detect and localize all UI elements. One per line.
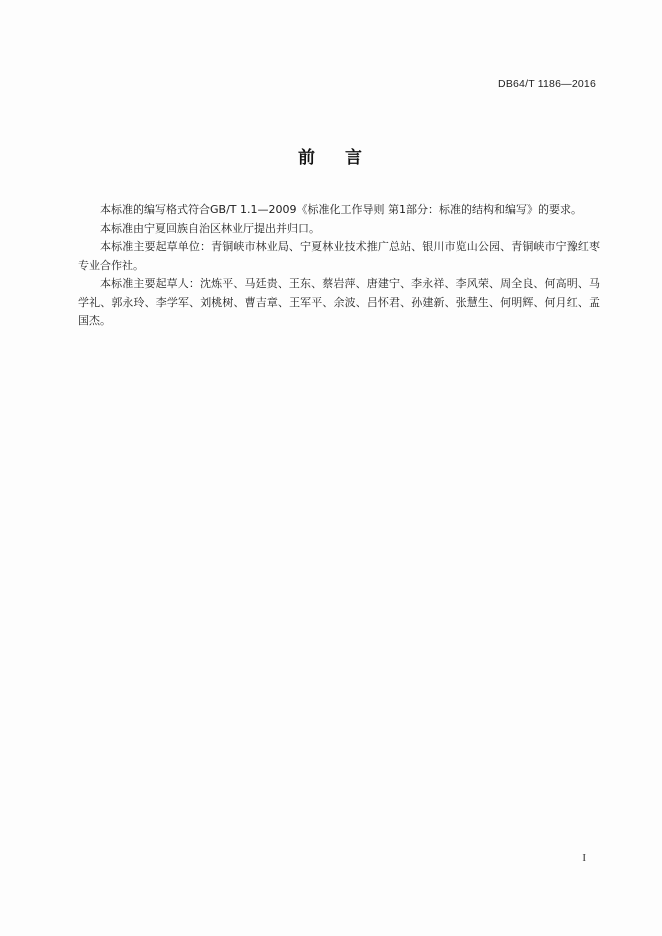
paragraph-drafting-units: 本标准主要起草单位：青铜峡市林业局、宁夏林业技术推广总站、银川市览山公园、青铜峡市宁豫红枣专业合作社。 bbox=[78, 240, 600, 272]
standard-code: DB64/T 1186—2016 bbox=[498, 78, 596, 90]
paragraph-format: 本标准的编写格式符合GB/T 1.1—2009《标准化工作导则 第1部分：标准的结构和编写》的要求。 bbox=[100, 203, 582, 216]
page-title: 前 言 bbox=[298, 148, 374, 168]
page-number: I bbox=[582, 852, 586, 864]
paragraph-proposer: 本标准由宁夏回族自治区林业厅提出并归口。 bbox=[100, 221, 320, 235]
paragraph-drafters: 本标准主要起草人：沈炼平、马廷贵、王东、蔡岩萍、唐建宁、李永祥、李风荣、周全良、何高明、马学礼、郭永玲、李学军、刘桃树、曹吉章、王军平、余波、吕怀君、孙建新、张慧生、何明辉、何月红、孟国杰。 bbox=[78, 277, 600, 327]
preface-body bbox=[78, 201, 600, 331]
